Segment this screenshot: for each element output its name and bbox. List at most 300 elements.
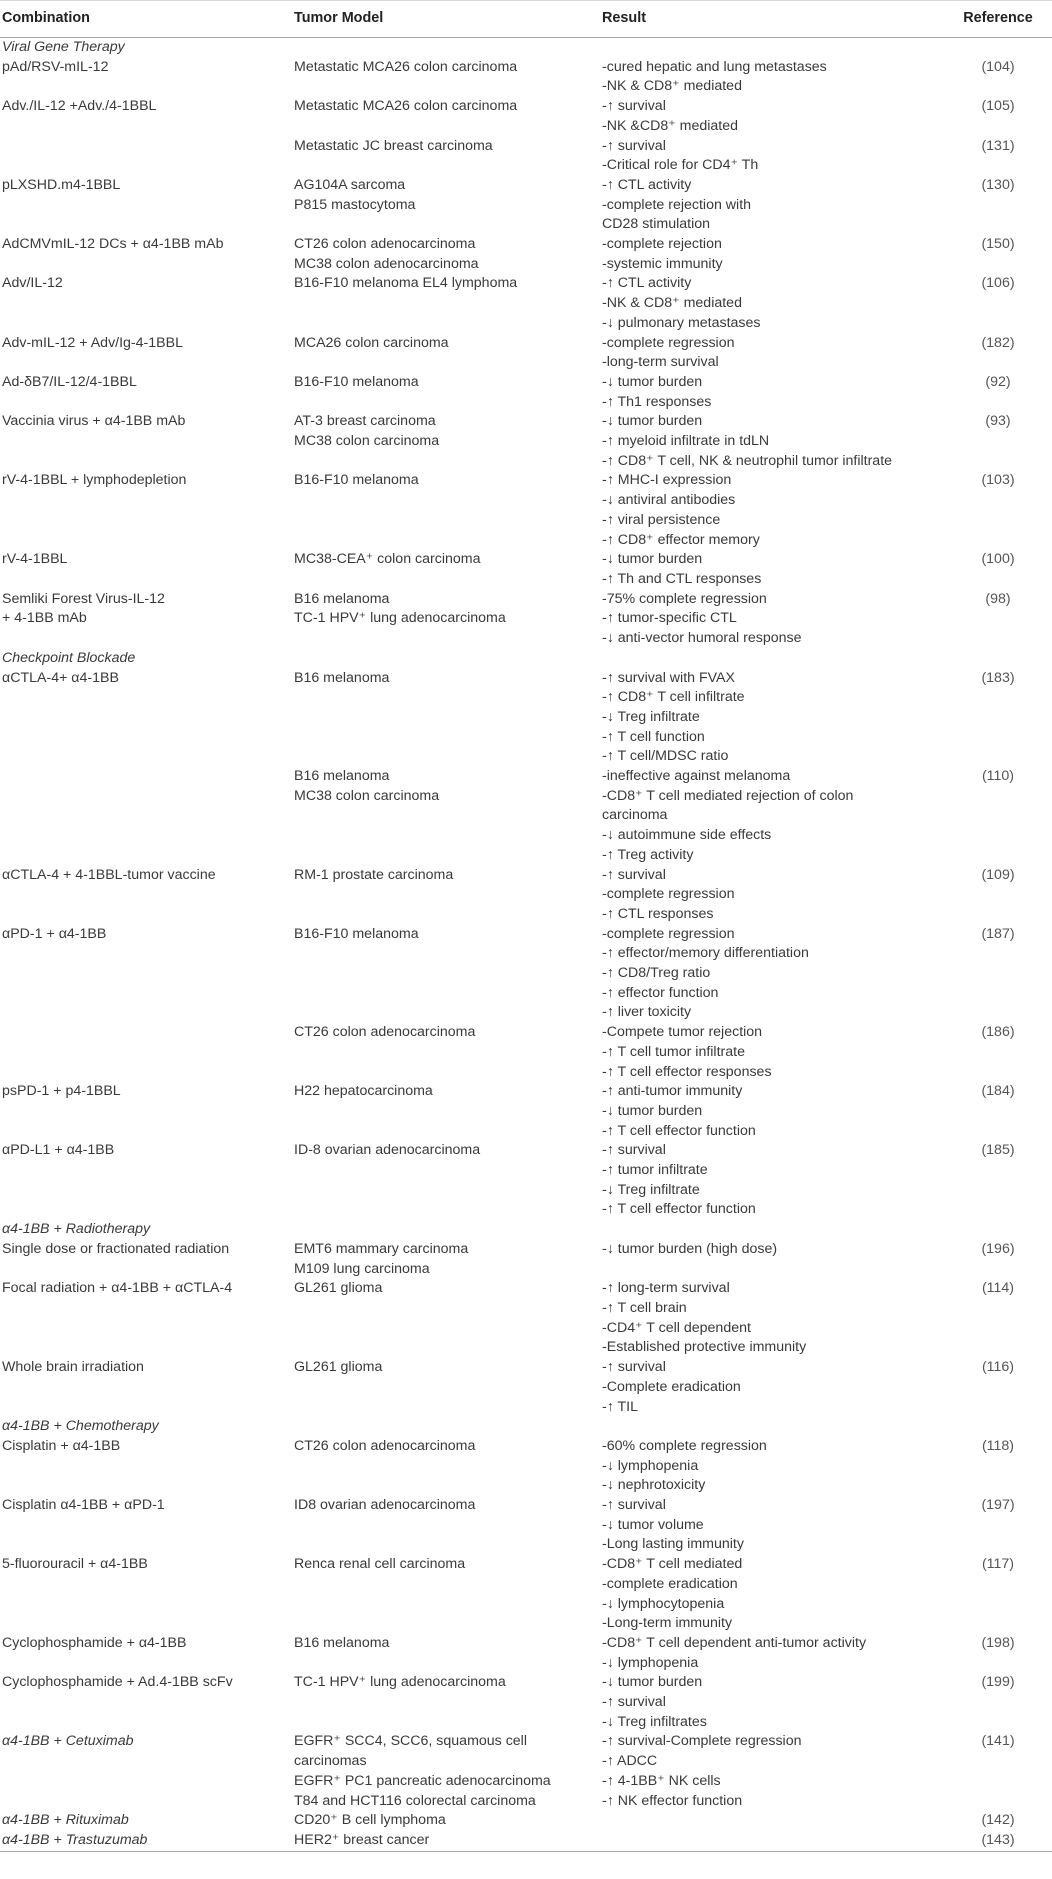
tumor-model-cell — [292, 1023, 600, 1082]
table-row — [0, 274, 1052, 333]
result-cell — [600, 412, 942, 471]
tumor-model-cell — [292, 334, 600, 373]
combination-line: AdCMVmIL-12 DCs + α4-1BB mAb — [2, 236, 224, 253]
combination-cell — [0, 274, 292, 333]
result-cell — [600, 1279, 942, 1358]
result-line: carcinoma — [602, 807, 668, 824]
tumor-model-line: MCA26 colon carcinoma — [294, 334, 449, 351]
combination-cell — [0, 471, 292, 550]
combination-line: rV-4-1BBL + lymphodepletion — [2, 472, 187, 489]
result-line: -75% complete regression — [602, 590, 767, 607]
combination-cell — [0, 334, 292, 373]
table-row — [0, 1831, 1052, 1851]
combination-cell — [0, 412, 292, 471]
table-row — [0, 412, 1052, 471]
tumor-model-line: T84 and HCT116 colorectal carcinoma — [294, 1792, 536, 1809]
result-line: -Compete tumor rejection — [602, 1024, 763, 1041]
reference-cell: (117) — [981, 1556, 1015, 1573]
combination-line: Cisplatin + α4-1BB — [2, 1437, 121, 1454]
combination-cell — [0, 1437, 292, 1496]
result-line: -Established protective immunity — [602, 1339, 807, 1356]
result-cell — [600, 1811, 942, 1831]
tumor-model-cell — [292, 1279, 600, 1358]
combination-line: Cisplatin α4-1BB + αPD-1 — [2, 1497, 165, 1514]
tumor-model-cell — [292, 550, 600, 589]
section-heading: α4-1BB + Radiotherapy — [2, 1221, 151, 1238]
result-line: -↓ tumor burden — [602, 1674, 703, 1691]
result-line: -ineffective against melanoma — [602, 768, 791, 785]
result-cell — [600, 97, 942, 136]
combination-line: αCTLA-4+ α4-1BB — [2, 669, 119, 686]
tumor-model-line: MC38 colon carcinoma — [294, 433, 440, 450]
table-row — [0, 550, 1052, 589]
combination-line: + 4-1BB mAb — [2, 610, 87, 627]
result-line: -NK &CD8⁺ mediated — [602, 117, 739, 134]
tumor-model-cell — [292, 590, 600, 649]
combination-line: 5-fluorouracil + α4-1BB — [2, 1556, 148, 1573]
result-line: -↑ CD8/Treg ratio — [602, 965, 711, 982]
header-row — [0, 1, 1052, 38]
result-line: -↑ tumor infiltrate — [602, 1162, 708, 1179]
combination-cell — [0, 58, 292, 97]
result-line: -↑ 4-1BB⁺ NK cells — [602, 1772, 721, 1789]
tumor-model-line: carcinomas — [294, 1753, 367, 1770]
tumor-model-line: GL261 glioma — [294, 1280, 383, 1297]
result-line: -↑ T cell effector function — [602, 1122, 756, 1139]
reference-cell: (182) — [981, 334, 1015, 351]
result-line: -↑ T cell effector responses — [602, 1063, 772, 1080]
combination-line: α4-1BB + Cetuximab — [2, 1733, 134, 1750]
combination-cell — [0, 1831, 292, 1851]
result-cell — [600, 235, 942, 274]
result-line: -↓ tumor burden — [602, 1102, 703, 1119]
tumor-model-line: B16-F10 melanoma — [294, 373, 419, 390]
result-line: -Long-term immunity — [602, 1615, 733, 1632]
combination-cell — [0, 137, 292, 176]
result-line: -CD8⁺ T cell mediated rejection of colon — [602, 787, 854, 804]
result-cell — [600, 767, 942, 866]
combination-line: Vaccinia virus + α4-1BB mAb — [2, 413, 186, 430]
reference-cell: (198) — [981, 1634, 1015, 1651]
combination-cell — [0, 1358, 292, 1417]
tumor-model-cell — [292, 767, 600, 866]
result-line: -complete rejection with — [602, 196, 752, 213]
combination-cell — [0, 1023, 292, 1082]
result-line: -↑ T cell/MDSC ratio — [602, 748, 729, 765]
reference-cell: (142) — [981, 1812, 1015, 1829]
reference-cell: (199) — [981, 1674, 1015, 1691]
tumor-model-line: CT26 colon adenocarcinoma — [294, 1024, 476, 1041]
result-cell — [600, 471, 942, 550]
result-line: -↑ MHC-I expression — [602, 472, 732, 489]
result-line: -↓ lymphopenia — [602, 1457, 699, 1474]
combination-cell — [0, 1082, 292, 1141]
result-line: -↓ Treg infiltrates — [602, 1713, 707, 1730]
result-line: -systemic immunity — [602, 255, 723, 272]
table-row — [0, 1634, 1052, 1673]
table-row — [0, 1732, 1052, 1811]
header-combination: Combination — [0, 1, 292, 38]
tumor-model-cell — [292, 1732, 600, 1811]
table-body — [0, 38, 1052, 1852]
result-line: -complete regression — [602, 886, 735, 903]
result-line: -Long lasting immunity — [602, 1536, 744, 1553]
tumor-model-line: EMT6 mammary carcinoma — [294, 1240, 469, 1257]
section-heading: Checkpoint Blockade — [2, 649, 136, 666]
result-line: -↑ effector/memory differentiation — [602, 945, 809, 962]
result-cell — [600, 1023, 942, 1082]
tumor-model-cell — [292, 1240, 600, 1279]
result-line: -↑ anti-tumor immunity — [602, 1083, 743, 1100]
table-row — [0, 1496, 1052, 1555]
result-line: -↑ CD8⁺ T cell, NK & neutrophil tumor infiltrate — [602, 452, 893, 469]
tumor-model-line: AT-3 breast carcinoma — [294, 413, 436, 430]
tumor-model-line: HER2⁺ breast cancer — [294, 1831, 430, 1848]
result-line: -NK & CD8⁺ mediated — [602, 78, 742, 95]
tumor-model-line: B16 melanoma — [294, 768, 390, 785]
result-line: -↑ myeloid infiltrate in tdLN — [602, 433, 770, 450]
reference-cell: (141) — [981, 1733, 1015, 1750]
result-line: -↑ T cell tumor infiltrate — [602, 1043, 745, 1060]
reference-cell: (118) — [981, 1437, 1015, 1454]
combination-cell — [0, 866, 292, 925]
tumor-model-line: EGFR⁺ PC1 pancreatic adenocarcinoma — [294, 1772, 551, 1789]
tumor-model-line: MC38 colon adenocarcinoma — [294, 255, 479, 272]
result-line: -↑ long-term survival — [602, 1280, 730, 1297]
tumor-model-line: Metastatic MCA26 colon carcinoma — [294, 58, 518, 75]
result-cell — [600, 1831, 942, 1851]
combination-line: α4-1BB + Trastuzumab — [2, 1831, 148, 1848]
combination-cell — [0, 235, 292, 274]
combination-line: Focal radiation + α4-1BB + αCTLA-4 — [2, 1280, 233, 1297]
result-line: -↓ tumor volume — [602, 1516, 704, 1533]
result-line: -CD4⁺ T cell dependent — [602, 1319, 751, 1336]
reference-cell: (196) — [981, 1240, 1015, 1257]
result-line: -↑ NK effector function — [602, 1792, 743, 1809]
result-cell — [600, 1634, 942, 1673]
tumor-model-cell — [292, 669, 600, 768]
combination-cell — [0, 1240, 292, 1279]
result-line: -↑ survival — [602, 1497, 666, 1514]
combination-cell — [0, 373, 292, 412]
result-cell — [600, 176, 942, 235]
reference-cell: (183) — [981, 669, 1015, 686]
result-line: -↑ survival-Complete regression — [602, 1733, 802, 1750]
tumor-model-line: M109 lung carcinoma — [294, 1260, 430, 1277]
result-line: -↑ viral persistence — [602, 511, 721, 528]
result-cell — [600, 58, 942, 97]
tumor-model-cell — [292, 373, 600, 412]
combination-line: αPD-L1 + α4-1BB — [2, 1142, 115, 1159]
result-line: -↓ tumor burden — [602, 413, 703, 430]
result-cell — [600, 1555, 942, 1634]
reference-cell: (184) — [981, 1083, 1015, 1100]
result-line: -↑ survival — [602, 1694, 666, 1711]
tumor-model-line: TC-1 HPV⁺ lung adenocarcinoma — [294, 1674, 506, 1691]
combination-line: Ad-δB7/IL-12/4-1BBL — [2, 373, 137, 390]
reference-cell: (110) — [981, 768, 1015, 785]
tumor-model-line: AG104A sarcoma — [294, 176, 406, 193]
result-line: -60% complete regression — [602, 1437, 767, 1454]
result-cell — [600, 590, 942, 649]
tumor-model-line: MC38 colon carcinoma — [294, 787, 440, 804]
result-cell — [600, 669, 942, 768]
tumor-model-line: Renca renal cell carcinoma — [294, 1556, 466, 1573]
result-cell — [600, 550, 942, 589]
combination-cell — [0, 925, 292, 1024]
table-row — [0, 471, 1052, 550]
result-line: -Complete eradication — [602, 1378, 741, 1395]
result-line: -Critical role for CD4⁺ Th — [602, 157, 759, 174]
tumor-model-line: B16 melanoma — [294, 590, 390, 607]
table-row — [0, 1358, 1052, 1417]
combination-line: pLXSHD.m4-1BBL — [2, 176, 121, 193]
result-line: -↑ survival — [602, 866, 666, 883]
result-cell — [600, 137, 942, 176]
combination-cell — [0, 97, 292, 136]
tumor-model-cell — [292, 1831, 600, 1851]
result-line: -cured hepatic and lung metastases — [602, 58, 827, 75]
table-row — [0, 1082, 1052, 1141]
table-row — [0, 1279, 1052, 1358]
result-line: -↑ CTL responses — [602, 905, 714, 922]
result-line: -↓ pulmonary metastases — [602, 314, 761, 331]
result-cell — [600, 1496, 942, 1555]
table-row — [0, 1437, 1052, 1496]
combination-line: Cyclophosphamide + Ad.4-1BB scFv — [2, 1674, 233, 1691]
table-row — [0, 137, 1052, 176]
combination-cell — [0, 1555, 292, 1634]
result-cell — [600, 1240, 942, 1279]
table-row — [0, 235, 1052, 274]
tumor-model-cell — [292, 1634, 600, 1673]
table-row — [0, 767, 1052, 866]
reference-cell: (187) — [981, 925, 1015, 942]
combination-cell — [0, 669, 292, 768]
result-line: -↑ ADCC — [602, 1753, 658, 1770]
result-line: -↓ Treg infiltrate — [602, 708, 700, 725]
tumor-model-cell — [292, 866, 600, 925]
tumor-model-cell — [292, 1811, 600, 1831]
result-line: -↑ CD8⁺ effector memory — [602, 531, 760, 548]
table-row — [0, 97, 1052, 136]
tumor-model-cell — [292, 925, 600, 1024]
tumor-model-cell — [292, 412, 600, 471]
result-line: -↑ liver toxicity — [602, 1004, 692, 1021]
tumor-model-line: Metastatic JC breast carcinoma — [294, 137, 493, 154]
tumor-model-line: CD20⁺ B cell lymphoma — [294, 1812, 446, 1829]
combination-line: α4-1BB + Rituximab — [2, 1812, 129, 1829]
result-line: -complete rejection — [602, 236, 722, 253]
reference-cell: (98) — [985, 590, 1011, 607]
result-cell — [600, 274, 942, 333]
table-row — [0, 1141, 1052, 1220]
result-line: -↓ Treg infiltrate — [602, 1181, 700, 1198]
tumor-model-cell — [292, 176, 600, 235]
reference-cell: (93) — [985, 413, 1011, 430]
reference-cell: (116) — [981, 1359, 1015, 1376]
combination-line: Adv/IL-12 — [2, 275, 63, 292]
reference-cell: (106) — [981, 275, 1015, 292]
combination-cell — [0, 176, 292, 235]
reference-cell: (114) — [981, 1280, 1015, 1297]
combination-cell — [0, 1634, 292, 1673]
tumor-model-cell — [292, 1141, 600, 1220]
reference-cell: (92) — [985, 373, 1011, 390]
result-line: -↑ T cell brain — [602, 1300, 687, 1316]
result-cell — [600, 866, 942, 925]
table-row — [0, 590, 1052, 649]
tumor-model-line: P815 mastocytoma — [294, 196, 416, 213]
result-line: CD28 stimulation — [602, 216, 711, 233]
result-line: -↑ Treg activity — [602, 846, 694, 863]
result-line: -↑ survival — [602, 1359, 666, 1376]
result-cell — [600, 1358, 942, 1417]
combination-line: Adv-mIL-12 + Adv/Ig-4-1BBL — [2, 334, 183, 351]
result-line: -↑ survival with FVAX — [602, 669, 735, 686]
combination-cell — [0, 1141, 292, 1220]
tumor-model-cell — [292, 471, 600, 550]
combination-line: rV-4-1BBL — [2, 551, 68, 568]
table-row — [0, 1023, 1052, 1082]
result-line: -complete regression — [602, 925, 735, 942]
result-line: -complete regression — [602, 334, 735, 351]
result-line: -↓ antiviral antibodies — [602, 492, 736, 509]
result-line: -↑ CTL activity — [602, 275, 692, 292]
section-row — [0, 38, 1052, 58]
combination-cell — [0, 1673, 292, 1732]
result-line: -↓ anti-vector humoral response — [602, 630, 802, 647]
result-cell — [600, 1437, 942, 1496]
combination-line: Single dose or fractionated radiation — [2, 1240, 230, 1257]
combination-line: Cyclophosphamide + α4-1BB — [2, 1634, 187, 1651]
result-cell — [600, 925, 942, 1024]
result-cell — [600, 1732, 942, 1811]
combination-line: Whole brain irradiation — [2, 1359, 144, 1376]
result-cell — [600, 1673, 942, 1732]
header-result: Result — [600, 1, 942, 38]
tumor-model-line: B16 melanoma — [294, 669, 390, 686]
tumor-model-line: EGFR⁺ SCC4, SCC6, squamous cell — [294, 1733, 527, 1750]
result-line: -↑ TIL — [602, 1398, 639, 1415]
result-line: -↑ tumor-specific CTL — [602, 610, 737, 627]
combination-line: αCTLA-4 + 4-1BBL-tumor vaccine — [2, 866, 216, 883]
combination-cell — [0, 1496, 292, 1555]
tumor-model-cell — [292, 1358, 600, 1417]
result-line: -↓ autoimmune side effects — [602, 827, 772, 844]
result-cell — [600, 334, 942, 373]
result-line: -complete eradication — [602, 1575, 738, 1592]
reference-cell: (150) — [981, 236, 1015, 253]
section-heading: Viral Gene Therapy — [2, 39, 125, 55]
reference-cell: (104) — [981, 58, 1015, 75]
tumor-model-cell — [292, 274, 600, 333]
result-line: -↑ effector function — [602, 984, 719, 1001]
result-line: -↑ survival — [602, 98, 666, 115]
table-row — [0, 1811, 1052, 1831]
tumor-model-line: B16-F10 melanoma — [294, 925, 419, 942]
tumor-model-line: CT26 colon adenocarcinoma — [294, 236, 476, 253]
combination-line: αPD-1 + α4-1BB — [2, 925, 107, 942]
combination-line: Adv./IL-12 +Adv./4-1BBL — [2, 98, 157, 115]
result-line: -CD8⁺ T cell mediated — [602, 1556, 743, 1573]
tumor-model-line: GL261 glioma — [294, 1359, 383, 1376]
tumor-model-cell — [292, 235, 600, 274]
table-row — [0, 58, 1052, 97]
reference-cell: (197) — [981, 1497, 1015, 1514]
table-row — [0, 1240, 1052, 1279]
section-row — [0, 649, 1052, 669]
result-cell — [600, 1141, 942, 1220]
reference-cell: (109) — [981, 866, 1015, 883]
section-heading: α4-1BB + Chemotherapy — [2, 1418, 159, 1435]
tumor-model-line: B16-F10 melanoma EL4 lymphoma — [294, 275, 518, 292]
result-line: -long-term survival — [602, 354, 719, 371]
tumor-model-line: ID-8 ovarian adenocarcinoma — [294, 1142, 481, 1159]
reference-cell: (100) — [981, 551, 1015, 568]
reference-cell: (130) — [981, 176, 1015, 193]
table-row — [0, 1555, 1052, 1634]
combination-cell — [0, 767, 292, 866]
tumor-model-cell — [292, 97, 600, 136]
result-cell — [600, 1082, 942, 1141]
tumor-model-line: MC38-CEA⁺ colon carcinoma — [294, 551, 481, 568]
result-cell — [600, 373, 942, 412]
combination-line: psPD-1 + p4-1BBL — [2, 1083, 121, 1100]
tumor-model-line: CT26 colon adenocarcinoma — [294, 1437, 476, 1454]
tumor-model-line: B16 melanoma — [294, 1634, 390, 1651]
table-row — [0, 176, 1052, 235]
section-row — [0, 1417, 1052, 1437]
combination-cell — [0, 590, 292, 649]
reference-cell: (131) — [981, 137, 1015, 154]
reference-cell: (103) — [981, 472, 1015, 489]
tumor-model-cell — [292, 1555, 600, 1634]
tumor-model-cell — [292, 58, 600, 97]
result-line: -↓ tumor burden (high dose) — [602, 1240, 778, 1257]
header-reference: Reference — [942, 1, 1052, 38]
tumor-model-cell — [292, 137, 600, 176]
tumor-model-line: H22 hepatocarcinoma — [294, 1083, 433, 1100]
tumor-model-cell — [292, 1673, 600, 1732]
reference-cell: (186) — [981, 1024, 1015, 1041]
reference-cell: (143) — [942, 1831, 1052, 1851]
result-line: -↑ survival — [602, 137, 666, 154]
section-row — [0, 1220, 1052, 1240]
tumor-model-cell — [292, 1437, 600, 1496]
result-line: -↓ tumor burden — [602, 551, 703, 568]
combination-line: pAd/RSV-mIL-12 — [2, 58, 109, 75]
result-line: -CD8⁺ T cell dependent anti-tumor activity — [602, 1634, 867, 1651]
result-line: -↑ survival — [602, 1142, 666, 1159]
tumor-model-line: Metastatic MCA26 colon carcinoma — [294, 98, 518, 115]
reference-cell: (105) — [981, 98, 1015, 115]
result-line: -NK & CD8⁺ mediated — [602, 295, 742, 312]
table-row — [0, 866, 1052, 925]
table-row — [0, 925, 1052, 1024]
table-row — [0, 334, 1052, 373]
table-row — [0, 669, 1052, 768]
result-line: -↑ T cell function — [602, 728, 705, 745]
combination-cell — [0, 1732, 292, 1811]
combination-cell — [0, 1279, 292, 1358]
header-tumor-model: Tumor Model — [292, 1, 600, 38]
result-line: -↓ lymphopenia — [602, 1654, 699, 1671]
result-line: -↓ tumor burden — [602, 373, 703, 390]
result-line: -↑ CTL activity — [602, 176, 692, 193]
result-line: -↑ Th and CTL responses — [602, 570, 762, 587]
result-line: -↑ T cell effector function — [602, 1201, 756, 1218]
